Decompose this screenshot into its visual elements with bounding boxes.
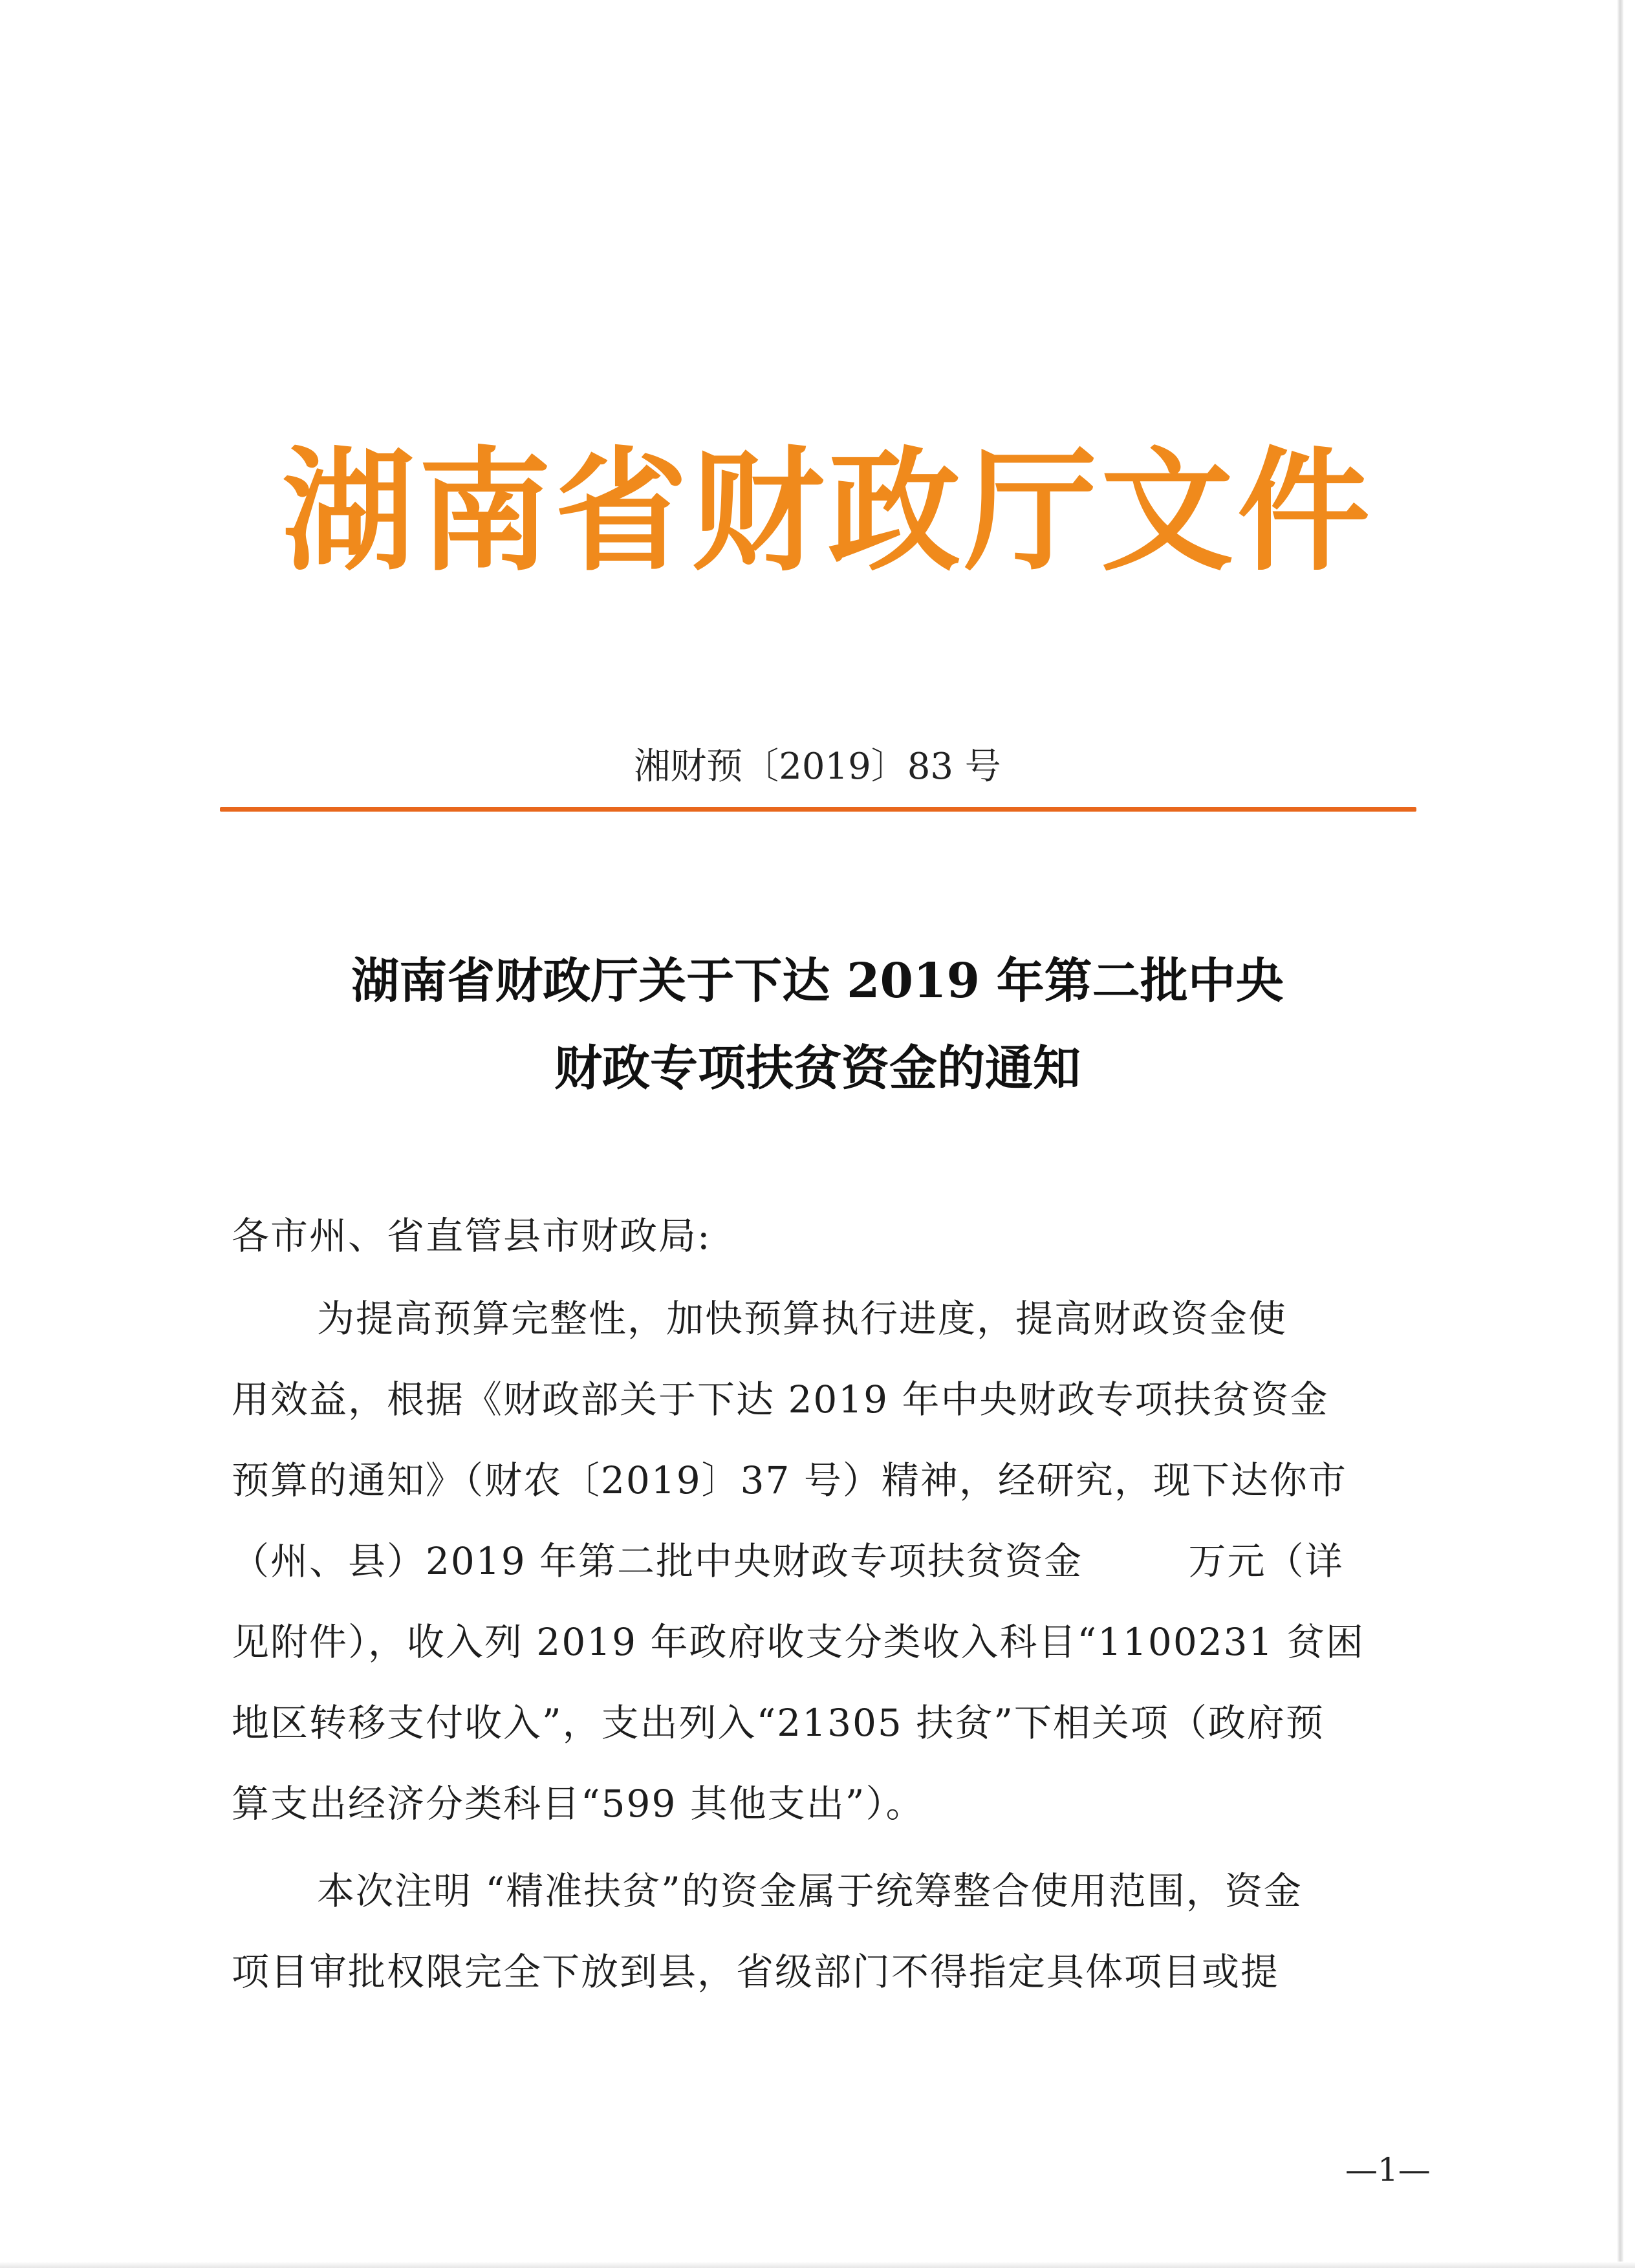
paragraph-1-line: 预算的通知》（财农〔2019〕37 号）精神，经研究，现下达你市 — [232, 1458, 1347, 1502]
paragraph-2-line: 项目审批权限完全下放到县，省级部门不得指定具体项目或提 — [232, 1950, 1280, 1994]
paragraph-1-line: 用效益，根据《财政部关于下达 2019 年中央财政专项扶贫资金 — [232, 1377, 1329, 1421]
agency-header-title: 湖南省财政厅文件 — [282, 435, 1374, 589]
page-edge-bottom — [0, 2262, 1635, 2268]
paragraph-1-line: 为提高预算完整性，加快预算执行进度，提高财政资金使 — [317, 1297, 1288, 1341]
notice-title-line-2: 财政专项扶贫资金的通知 — [554, 1041, 1081, 1096]
paragraph-1-line: （州、县）2019 年第二批中央财政专项扶贫资金 万元（详 — [232, 1539, 1344, 1583]
paragraph-1-line: 算支出经济分类科目“599 其他支出”）。 — [232, 1782, 925, 1826]
addressee: 各市州、省直管县市财政局: — [232, 1214, 711, 1258]
paragraph-1-line: 地区转移支付收入”，支出列入“21305 扶贫”下相关项（政府预 — [232, 1701, 1325, 1745]
paragraph-1-line: 见附件），收入列 2019 年政府收支分类收入科目“1100231 贫困 — [232, 1620, 1365, 1664]
page-edge — [1617, 0, 1623, 2268]
notice-title-line-1: 湖南省财政厅关于下达 2019 年第二批中央 — [351, 953, 1284, 1009]
paragraph-2-line: 本次注明 “精准扶贫”的资金属于统筹整合使用范围，资金 — [317, 1869, 1303, 1913]
header-divider — [220, 807, 1416, 812]
page-number: —1— — [1345, 2151, 1431, 2188]
document-number: 湘财预〔2019〕83 号 — [634, 746, 1001, 788]
